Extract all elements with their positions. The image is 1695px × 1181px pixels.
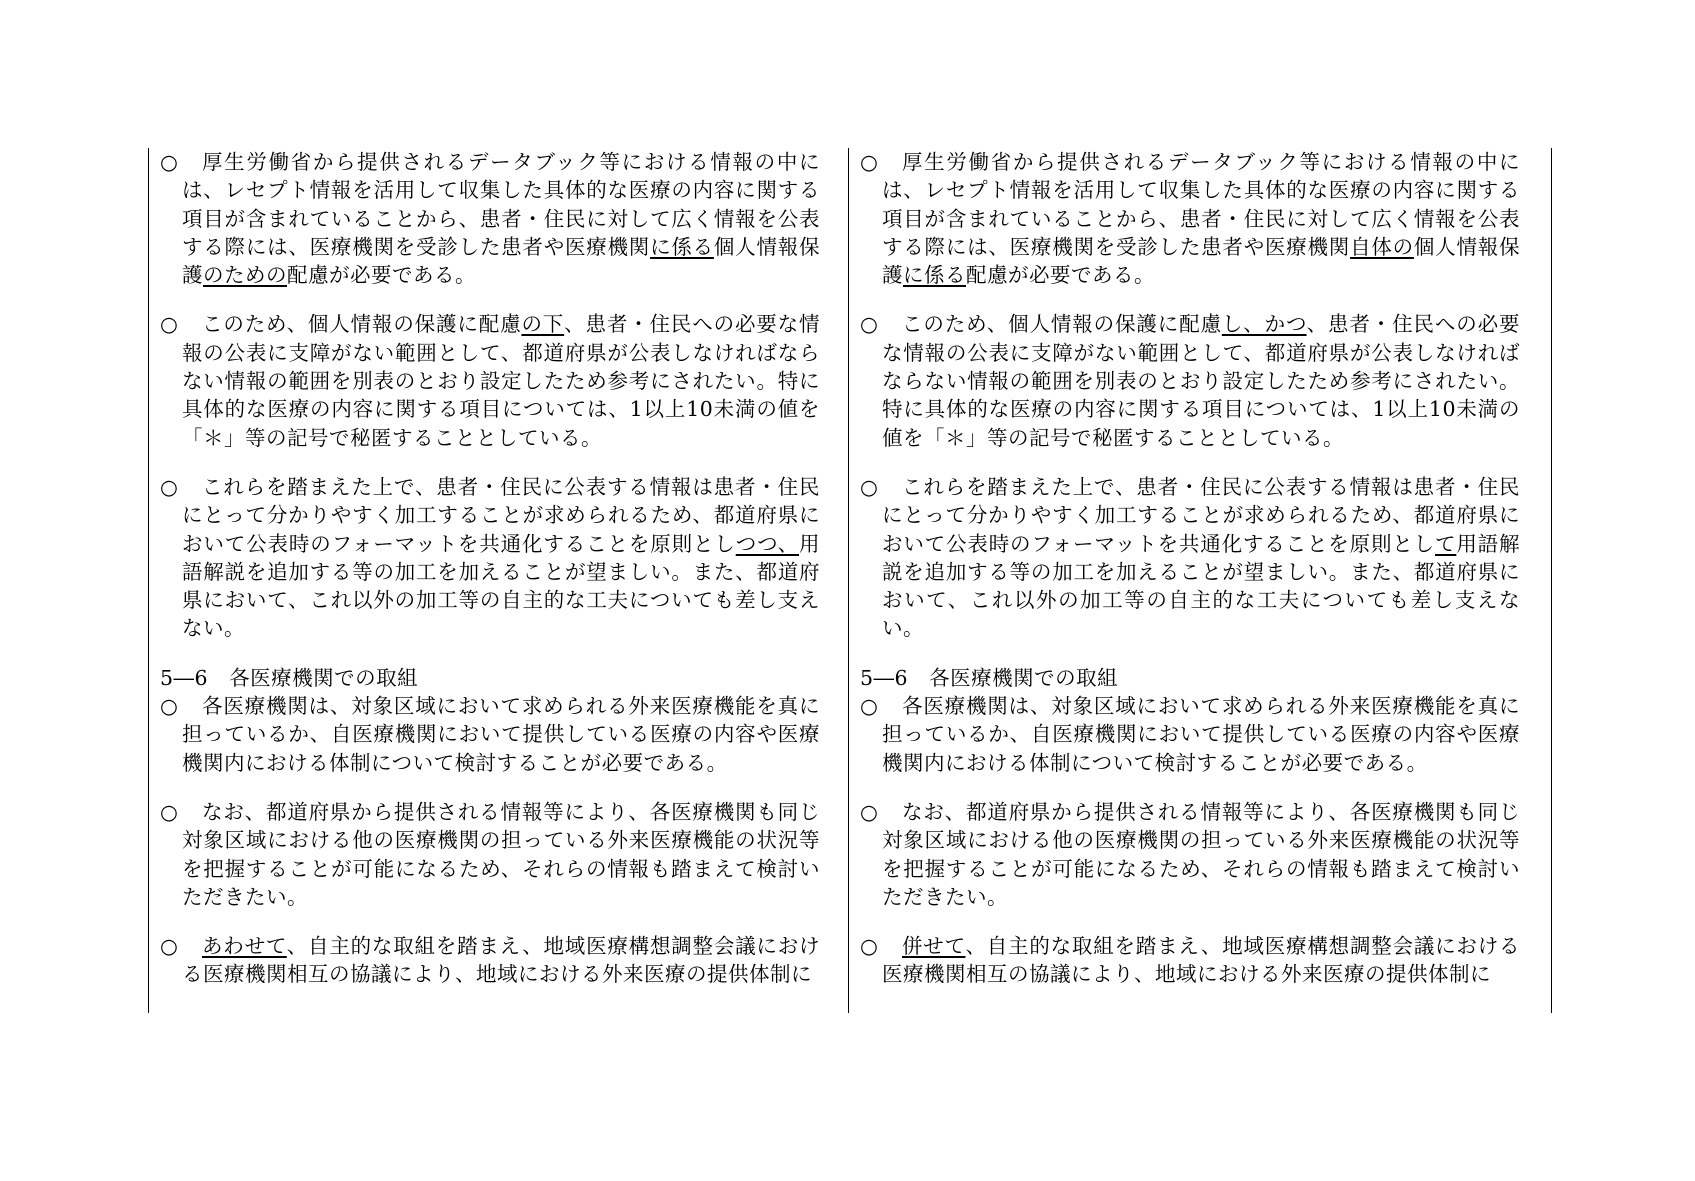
underlined-text: に係る xyxy=(650,234,714,259)
paragraph-1 xyxy=(860,148,1520,289)
underlined-text: つつ、 xyxy=(735,531,800,556)
paragraph-3 xyxy=(860,473,1520,643)
text: 厚生労働省から提供されるデータブック等における情報の中には、レセプト情報を活用して収集した具体的な医療の内容に関する項目が含まれていることから、患者・住民に対して広く情報を公表する際には、医療機関を受診した患者や医療機関 xyxy=(182,150,820,259)
bullet: ○ xyxy=(160,799,179,824)
text: 各医療機関は、対象区域において求められる外来医療機能を真に担っているか、自医療機関において提供している医療の内容や医療機関内における体制について検討することが必要である。 xyxy=(882,694,1520,775)
paragraph-5 xyxy=(860,798,1520,911)
underlined-text: し、かつ xyxy=(1221,312,1307,337)
left-border xyxy=(148,148,149,1013)
text: 厚生労働省から提供されるデータブック等における情報の中には、レセプト情報を活用して収集した具体的な医療の内容に関する項目が含まれていることから、患者・住民に対して広く情報を公表する際には、医療機関を受診した患者や医療機関 xyxy=(882,150,1520,259)
left-column xyxy=(160,148,820,1010)
text: なお、都道府県から提供される情報等により、各医療機関も同じ対象区域における他の医療機関の担っている外来医療機能の状況等を把握することが可能になるため、それらの情報も踏まえて検討いただきたい。 xyxy=(882,799,1520,909)
text: 配慮が必要である。 xyxy=(966,263,1155,288)
underlined-text: に係る xyxy=(903,263,966,288)
text: このため、個人情報の保護に配慮 xyxy=(202,312,522,337)
bullet: ○ xyxy=(160,934,179,959)
bullet: ○ xyxy=(860,474,879,499)
paragraph-2 xyxy=(160,310,820,451)
text: なお、都道府県から提供される情報等により、各医療機関も同じ対象区域における他の医療機関の担っている外来医療機能の状況等を把握することが可能になるため、それらの情報も踏まえて検討いただきたい。 xyxy=(182,799,820,909)
underlined-text: 併せて xyxy=(902,934,966,959)
paragraph-5 xyxy=(160,798,820,911)
text: 個人情報保護 xyxy=(182,234,821,288)
center-divider xyxy=(848,148,849,1013)
bullet: ○ xyxy=(160,474,179,499)
text: 個人情報保護 xyxy=(882,234,1521,288)
text: 各医療機関は、対象区域において求められる外来医療機能を真に担っているか、自医療機関において提供している医療の内容や医療機関内における体制について検討することが必要である。 xyxy=(182,694,820,775)
text: 用語解説を追加する等の加工を加えることが望ましい。また、都道府県において、これ以外の加工等の自主的な工夫についても差し支えない。 xyxy=(882,531,1521,641)
text: 配慮が必要である。 xyxy=(287,263,476,288)
text: これらを踏まえた上で、患者・住民に公表する情報は患者・住民にとって分かりやすく加工することが求められるため、都道府県において公表時のフォーマットを共通化することを原則とし xyxy=(182,474,820,556)
text: 用語解説を追加する等の加工を加えることが望ましい。また、都道府県において、これ以外の加工等の自主的な工夫についても差し支えない。 xyxy=(182,531,821,641)
bullet: ○ xyxy=(860,694,879,719)
bullet: ○ xyxy=(860,150,879,174)
paragraph-4 xyxy=(860,692,1520,777)
bullet: ○ xyxy=(860,934,879,959)
paragraph-1 xyxy=(160,148,820,289)
underlined-text: て xyxy=(1434,531,1457,556)
text: 、自主的な取組を踏まえ、地域医療構想調整会議における医療機関相互の協議により、地域における外来医療の提供体制に xyxy=(882,934,1520,987)
underlined-text: あわせて xyxy=(202,934,287,959)
text: 、患者・住民への必要な情報の公表に支障がない範囲として、都道府県が公表しなければならない情報の範囲を別表のとおり設定したため参考にされたい。特に具体的な医療の内容に関する項目については、1以上10未満の値を「＊」等の記号で秘匿することとしている。 xyxy=(882,312,1520,450)
bullet: ○ xyxy=(860,799,879,824)
section-heading: 5―6 各医療機関での取組 xyxy=(160,665,419,690)
paragraph-3 xyxy=(160,473,820,643)
bullet: ○ xyxy=(160,694,179,719)
underlined-text: の下 xyxy=(521,312,565,337)
text: 、自主的な取組を踏まえ、地域医療構想調整会議における医療機関相互の協議により、地域における外来医療の提供体制に xyxy=(182,934,820,987)
underlined-text: のための xyxy=(203,263,287,288)
text: これらを踏まえた上で、患者・住民に公表する情報は患者・住民にとって分かりやすく加工することが求められるため、都道府県において公表時のフォーマットを共通化することを原則とし xyxy=(882,474,1520,556)
section-heading: 5―6 各医療機関での取組 xyxy=(860,665,1119,690)
right-border xyxy=(1551,148,1552,1013)
paragraph-6 xyxy=(160,932,820,989)
paragraph-6 xyxy=(860,932,1520,989)
text: 、患者・住民への必要な情報の公表に支障がない範囲として、都道府県が公表しなければならない情報の範囲を別表のとおり設定したため参考にされたい。特に具体的な医療の内容に関する項目については、1以上10未満の値を「＊」等の記号で秘匿することとしている。 xyxy=(182,312,820,450)
bullet: ○ xyxy=(160,312,179,337)
bullet: ○ xyxy=(860,312,879,337)
right-column xyxy=(860,148,1520,1010)
paragraph-2 xyxy=(860,310,1520,451)
bullet: ○ xyxy=(160,150,179,174)
paragraph-4 xyxy=(160,692,820,777)
underlined-text: 自体の xyxy=(1350,234,1414,259)
text: このため、個人情報の保護に配慮 xyxy=(902,312,1222,337)
